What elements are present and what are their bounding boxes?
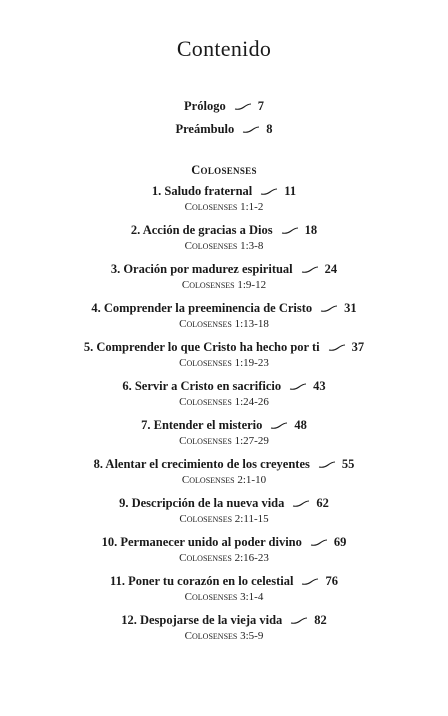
page-number: 18	[304, 223, 318, 237]
swash-dash-icon	[310, 538, 328, 547]
page-number: 8	[266, 122, 273, 136]
toc-entry[interactable]	[0, 340, 448, 369]
swash-dash-icon	[301, 577, 319, 586]
entry-label: 12. Despojarse de la vieja vida	[121, 613, 283, 627]
page-number: 24	[324, 262, 338, 276]
entry-label: 6. Servir a Cristo en sacrificio	[122, 379, 282, 393]
page-title: Contenido	[176, 36, 272, 61]
scripture-reference: Colosenses 1:3-8	[184, 240, 264, 252]
scripture-reference: Colosenses 2:11-15	[179, 513, 269, 525]
scripture-reference: Colosenses 1:9-12	[181, 279, 267, 291]
page-number: 76	[325, 574, 338, 588]
entry-label: 4. Comprender la preeminencia de Cristo	[91, 301, 313, 315]
entry-label: 1. Saludo fraternal	[151, 184, 253, 198]
entry-label: 2. Acción de gracias a Dios	[130, 223, 273, 237]
toc-entry[interactable]	[0, 262, 448, 291]
toc-entry[interactable]	[0, 184, 448, 213]
swash-dash-icon	[281, 226, 299, 235]
page-number: 48	[294, 418, 307, 432]
swash-dash-icon	[290, 616, 308, 625]
front-matter-item[interactable]	[0, 99, 448, 114]
entry-label: 5. Comprender lo que Cristo ha hecho por ti	[83, 340, 320, 354]
scripture-reference: Colosenses 2:1-10	[181, 474, 267, 486]
swash-dash-icon	[320, 304, 338, 313]
swash-dash-icon	[234, 102, 252, 111]
scripture-reference: Colosenses 1:24-26	[179, 396, 269, 408]
swash-dash-icon	[242, 125, 260, 134]
scripture-reference: Colosenses 3:5-9	[184, 630, 264, 642]
entry-label: 9. Descripción de la nueva vida	[119, 496, 285, 510]
entry-label: Preámbulo	[175, 122, 235, 136]
entry-label: Prólogo	[184, 99, 226, 113]
entry-label: 7. Entender el misterio	[141, 418, 263, 432]
toc-entry[interactable]	[0, 223, 448, 252]
swash-dash-icon	[292, 499, 310, 508]
entry-label: 10. Permanecer unido al poder divino	[101, 535, 302, 549]
toc-entry[interactable]	[0, 418, 448, 447]
page-number: 11	[284, 184, 297, 198]
page-number: 31	[344, 301, 357, 315]
scripture-reference: Colosenses 1:13-18	[179, 318, 269, 330]
toc-entry[interactable]	[0, 535, 448, 564]
page-number: 55	[341, 457, 355, 471]
toc-entry[interactable]	[0, 574, 448, 603]
swash-dash-icon	[318, 460, 336, 469]
scripture-reference: Colosenses 1:27-29	[179, 435, 269, 447]
toc-entry[interactable]	[0, 457, 448, 486]
page-number: 37	[351, 340, 365, 354]
swash-dash-icon	[260, 187, 278, 196]
scripture-reference: Colosenses 3:1-4	[184, 591, 264, 603]
page-number: 82	[314, 613, 327, 627]
page-number: 43	[313, 379, 326, 393]
scripture-reference: Colosenses 2:16-23	[179, 552, 269, 564]
scripture-reference: Colosenses 1:1-2	[184, 201, 264, 213]
toc-entry[interactable]	[0, 379, 448, 408]
toc-entry[interactable]	[0, 301, 448, 330]
section-heading: Colosenses	[191, 163, 257, 177]
entry-label: 3. Oración por madurez espiritual	[110, 262, 293, 276]
scripture-reference: Colosenses 1:19-23	[179, 357, 269, 369]
page-number: 69	[333, 535, 347, 549]
toc-entry[interactable]	[0, 613, 448, 642]
swash-dash-icon	[328, 343, 346, 352]
entry-label: 11. Poner tu corazón en lo celestial	[110, 574, 294, 588]
swash-dash-icon	[301, 265, 319, 274]
page-number: 62	[316, 496, 329, 510]
front-matter-item[interactable]	[0, 122, 448, 137]
toc-entry[interactable]	[0, 496, 448, 525]
swash-dash-icon	[270, 421, 288, 430]
swash-dash-icon	[289, 382, 307, 391]
entry-label: 8. Alentar el crecimiento de los creyentes	[93, 457, 310, 471]
page-number: 7	[257, 99, 264, 113]
